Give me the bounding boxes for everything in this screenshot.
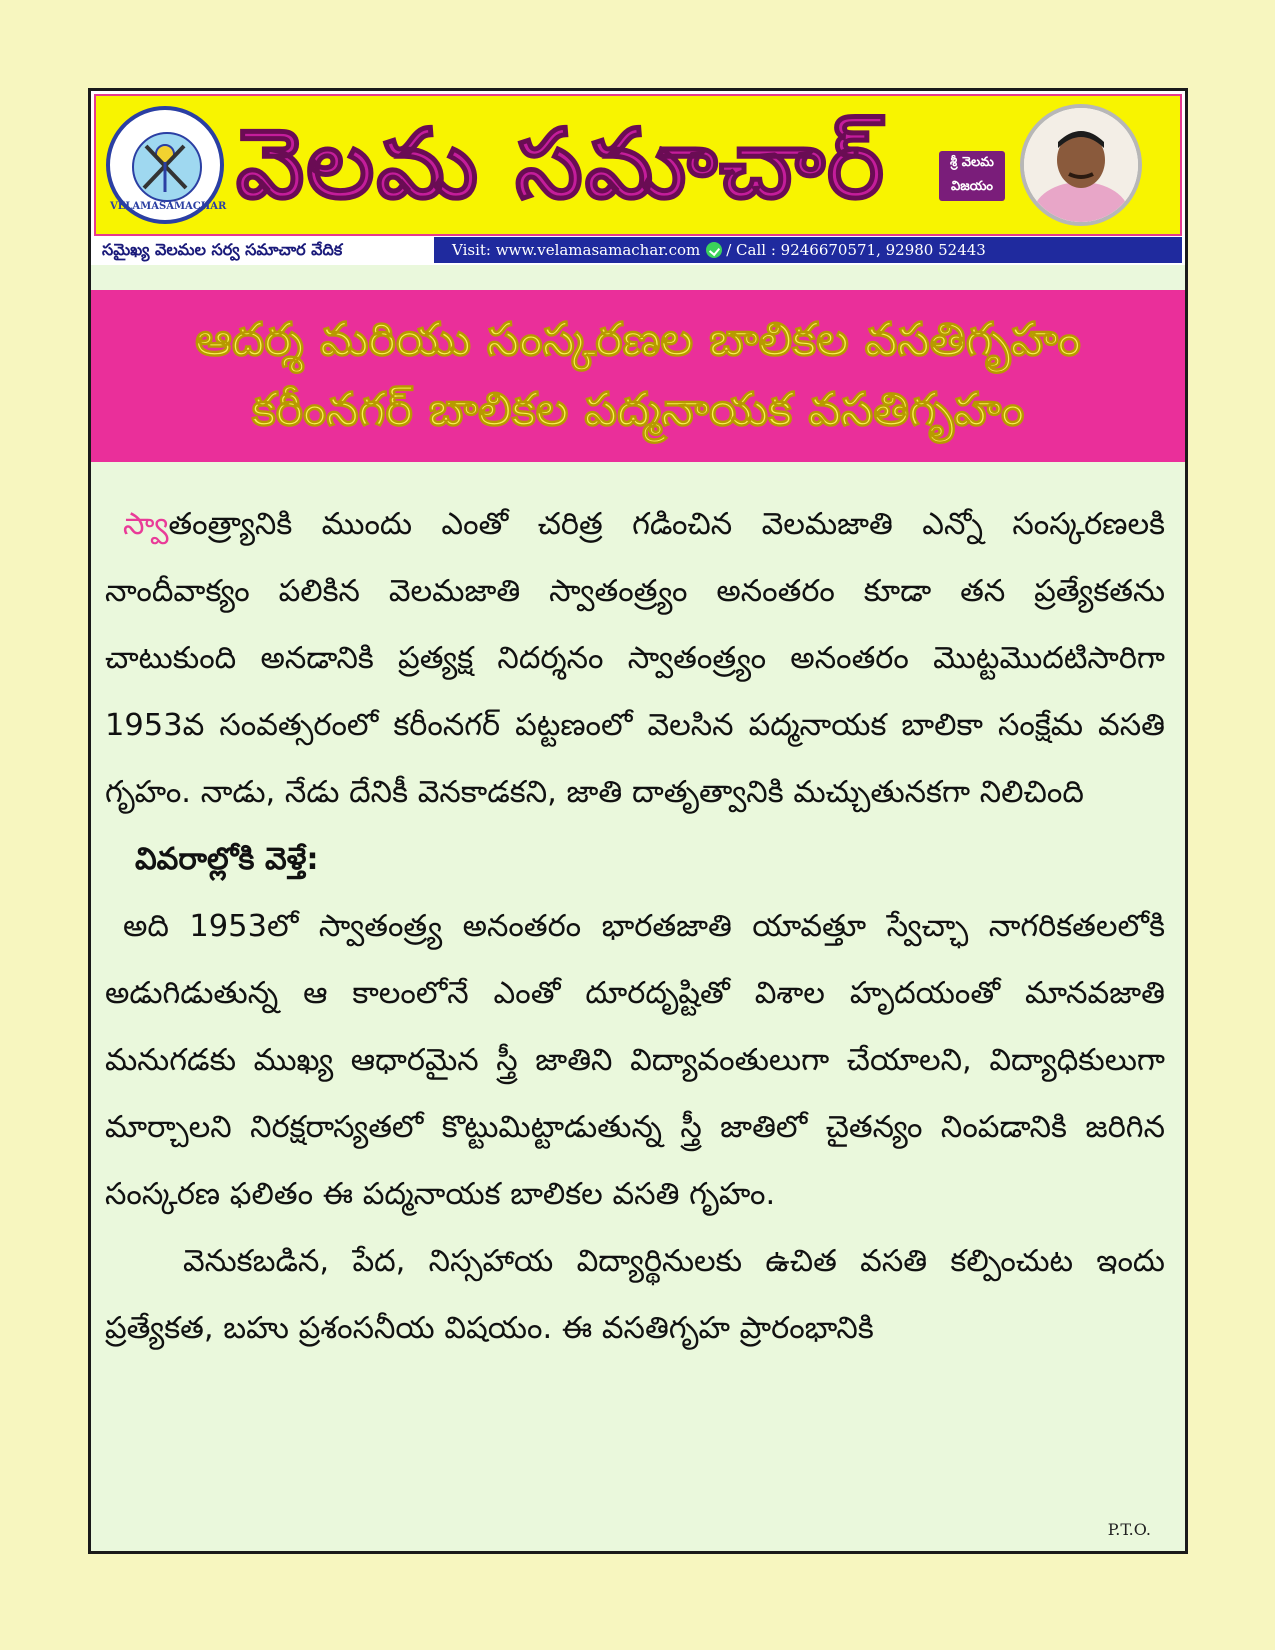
masthead-title: వెలమ సమాచార్ — [236, 108, 886, 220]
headline-band — [91, 290, 1185, 462]
logo-ring-text: VELAMASAMACHAR — [110, 201, 227, 212]
editor-portrait — [1020, 104, 1142, 226]
headline-line-2: కరీంనగర్ బాలికల పద్మనాయక వసతిగృహం — [251, 382, 1025, 436]
whatsapp-icon — [706, 242, 722, 258]
article-body — [105, 491, 1165, 1362]
paragraph-intro-text: తంత్ర్యానికి ముందు ఎంతో చరిత్ర గడించిన వెలమజాతి ఎన్నో సంస్కరణలకి నాందీవాక్యం పలికిన వెలమజాతి స్వాతంత్ర్యం అనంతరం కూడా తన ప్రత్యేకతను చాటుకుంది అనడానికి ప్రత్యక్ష నిదర్శనం స్వాతంత్ర్యం అనంతరం మొట్టమొదటిసారిగా 1953వ సంవత్సరంలో కరీంనగర్ పట్టణంలో వెలసిన పద్మనాయక బాలికా సంక్షేమ వసతి గృహం. నాడు, నేడు దేనికీ వెనకాడకని, జాతి దాతృత్వానికి మచ్చుతునకగా నిలిచింది — [105, 507, 1165, 810]
person-photo-icon — [1024, 108, 1138, 222]
paragraph-intro — [105, 491, 1165, 826]
dropcap: స్వా — [123, 507, 169, 542]
paragraph-continuation: వెనుకబడిన, పేద, నిస్సహాయ విద్యార్థినులకు ఉచిత వసతి కల్పించుట ఇందు ప్రత్యేకత, బహు ప్రశంసనీయ విషయం. ఈ వసతిగృహ ప్రారంభానికి — [105, 1244, 1165, 1346]
masthead-strip — [94, 237, 1182, 263]
contact-bar — [434, 237, 1182, 263]
tagline: సమైఖ్య వెలమల సర్వ సమాచార వేదిక — [94, 237, 434, 263]
headline-line-1: ఆదర్శ మరియు సంస్కరణల బాలికల వసతిగృహం — [195, 312, 1081, 366]
masthead — [91, 91, 1185, 265]
page-frame — [88, 88, 1188, 1554]
pto-marker: P.T.O. — [1107, 1520, 1151, 1539]
subheading: వివరాల్లోకి వెళ్తే: — [135, 842, 319, 877]
masthead-banner — [94, 94, 1182, 236]
website-link[interactable]: Visit: www.velamasamachar.com — [452, 241, 701, 259]
crossed-swords-icon — [132, 132, 198, 198]
paragraph-details: అది 1953లో స్వాతంత్ర్య అనంతరం భారతజాతి యావత్తూ స్వేచ్ఛా నాగరికతలలోకి అడుగిడుతున్న ఆ కాలంలోనే ఎంతో దూరదృష్టితో విశాల హృదయంతో మానవజాతి మనుగడకు ముఖ్య ఆధారమైన స్త్రీ జాతిని విద్యావంతులుగా చేయాలని, విద్యాధికులుగా మార్చాలని నిరక్షరాస్యతలో కొట్టుమిట్టాడుతున్న స్త్రీ జాతిలో చైతన్యం నింపడానికి జరిగిన సంస్కరణ ఫలితం ఈ పద్మనాయక బాలికల వసతి గృహం. — [105, 909, 1165, 1212]
phone-numbers: / Call : 9246670571, 92980 52443 — [726, 241, 986, 259]
logo-seal — [106, 106, 227, 224]
sri-velama-badge: శ్రీ వెలమ విజయం — [939, 151, 1005, 201]
